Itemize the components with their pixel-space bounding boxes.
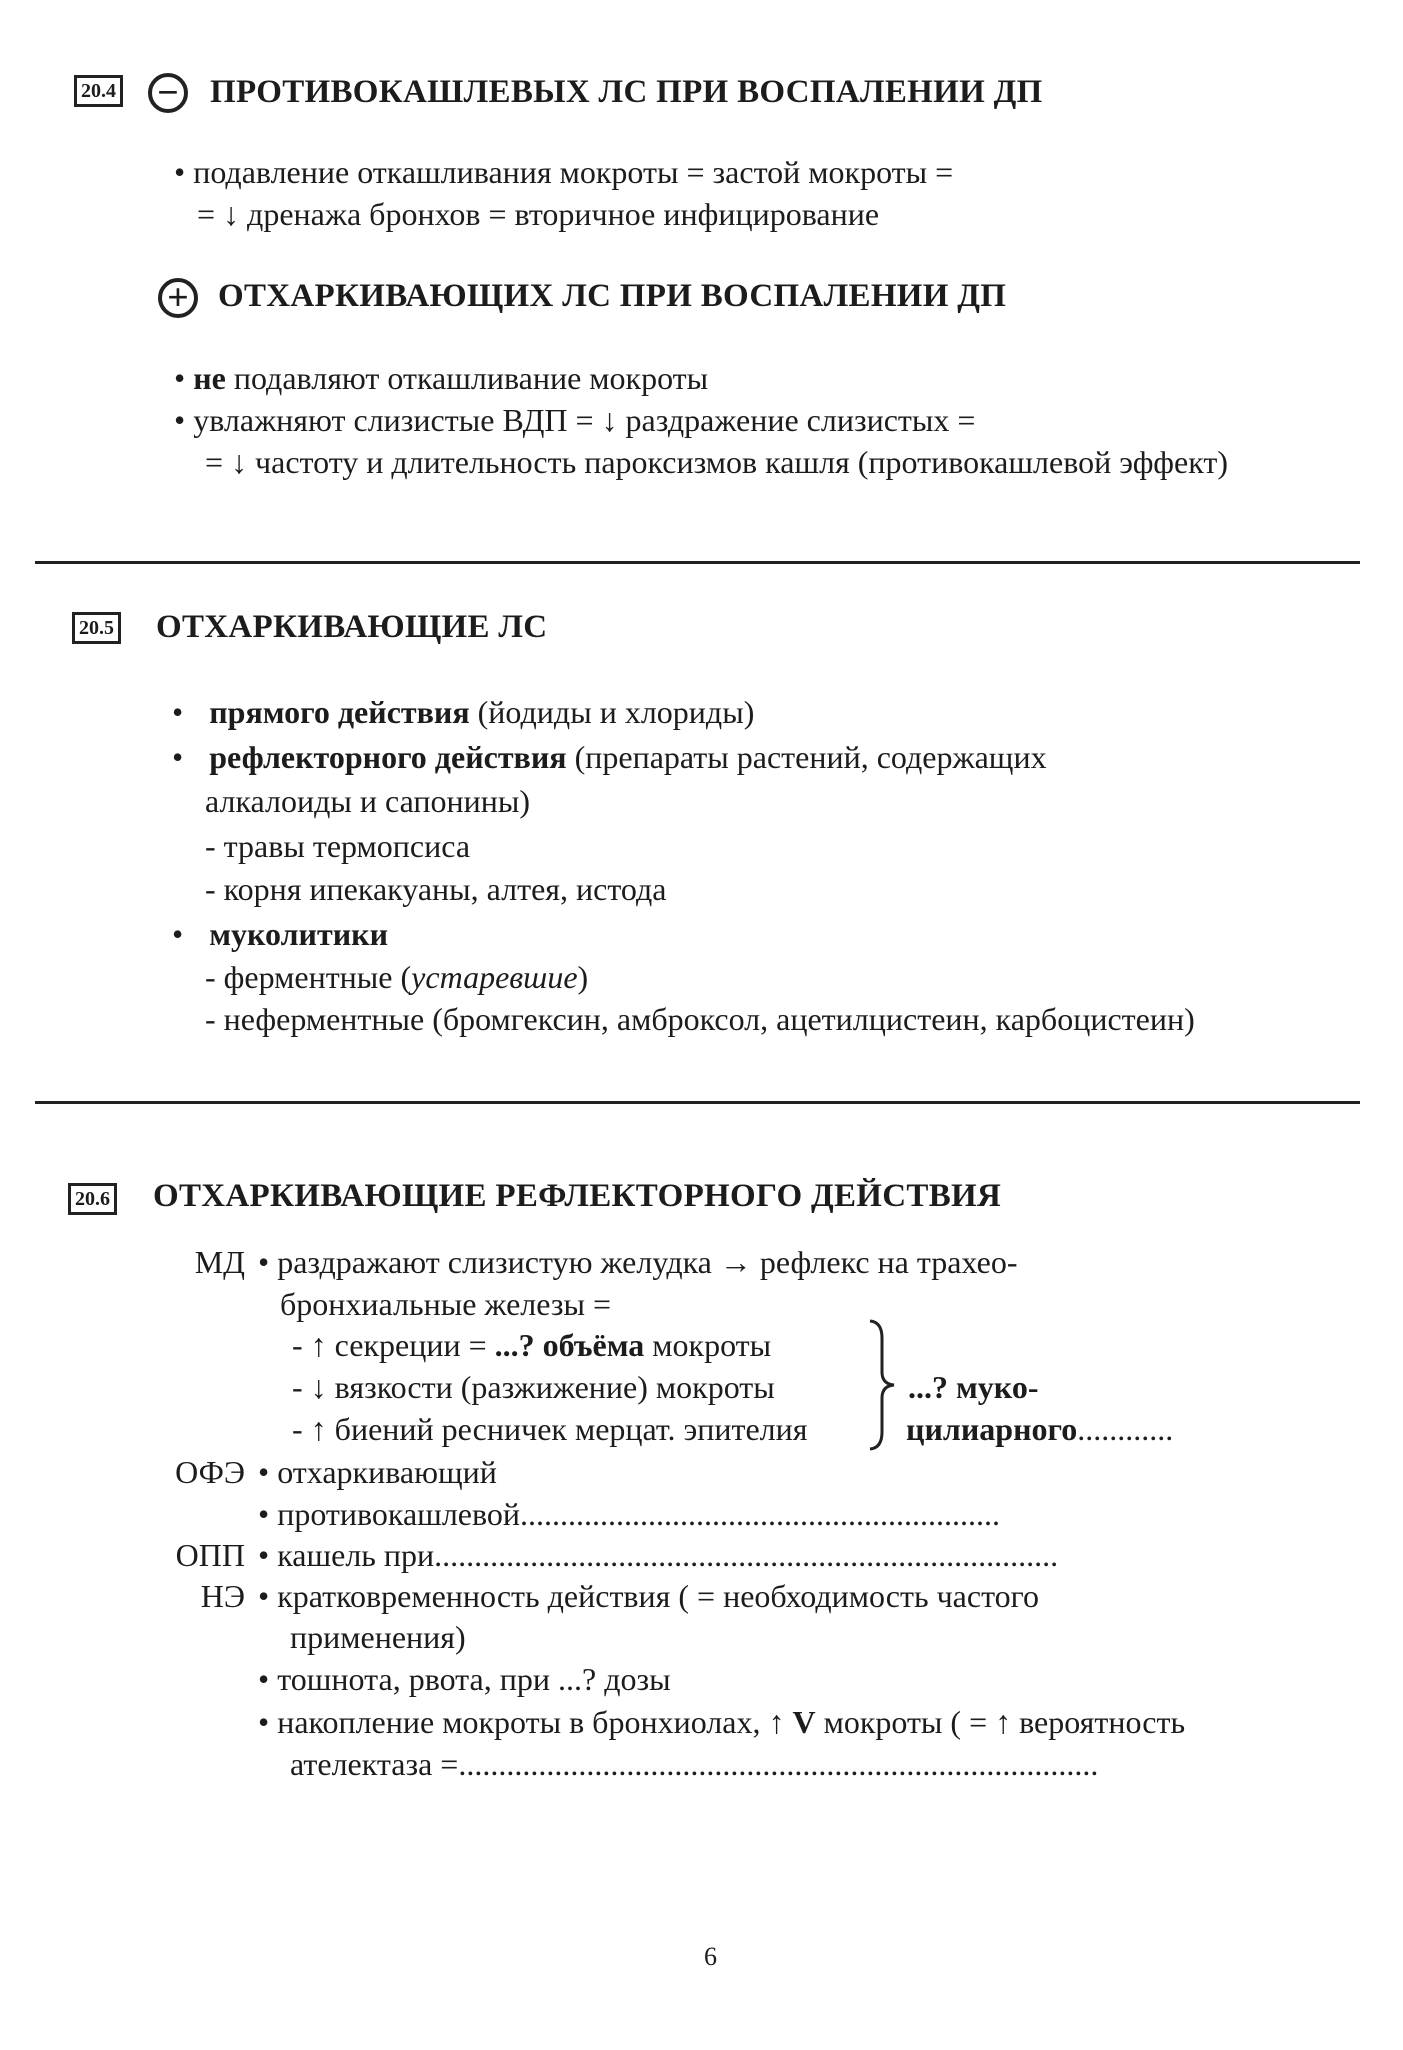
bullet-text: применения) bbox=[290, 1619, 466, 1655]
text: - ферментные ( bbox=[205, 959, 412, 995]
emphasis-text: муколитики bbox=[209, 916, 389, 952]
section-number-20-6: 20.6 bbox=[68, 1183, 117, 1215]
label-ofe: ОФЭ bbox=[175, 1454, 245, 1490]
bullet-text: • отхаркивающий bbox=[258, 1454, 497, 1490]
list-item-continuation: алкалоиды и сапонины) bbox=[205, 783, 531, 819]
section-number-20-5: 20.5 bbox=[72, 612, 121, 644]
italic-text: устаревшие bbox=[411, 959, 578, 995]
list-item bbox=[172, 692, 754, 732]
text: • накопление мокроты в бронхиолах, ↑ bbox=[258, 1704, 785, 1740]
sub-item: - неферментные (бромгексин, амброксол, ацетилцистеин, карбоцистеин) bbox=[205, 1001, 1195, 1037]
bullet-text: • кратковременность действия ( = необходимость частого bbox=[258, 1578, 1039, 1614]
bullet-text bbox=[258, 1702, 1185, 1742]
text: (препараты растений, содержащих bbox=[574, 739, 1047, 775]
brace-annotation bbox=[906, 1409, 1173, 1449]
bullet-text: • увлажняют слизистые ВДП = ↓ раздражение слизистых = bbox=[174, 402, 976, 438]
label-ne: НЭ bbox=[200, 1578, 245, 1614]
text: мокроты bbox=[652, 1327, 772, 1363]
text: подавляют откашливание мокроты bbox=[233, 360, 709, 396]
emphasis-text: ...? муко- bbox=[908, 1369, 1039, 1405]
text: (йодиды и хлориды) bbox=[477, 694, 755, 730]
brace-annotation bbox=[908, 1367, 1038, 1407]
emphasis-text: не bbox=[193, 360, 226, 396]
text: ) bbox=[577, 959, 589, 995]
label-opp: ОПП bbox=[175, 1537, 245, 1573]
section-title-20-6: ОТХАРКИВАЮЩИЕ РЕФЛЕКТОРНОГО ДЕЙСТВИЯ bbox=[153, 1178, 1002, 1214]
page-number: 6 bbox=[704, 1942, 717, 1971]
text: - ↑ секреции = bbox=[292, 1327, 487, 1363]
bullet: • bbox=[172, 694, 184, 730]
sub-item: - ↑ биений ресничек мерцат. эпителия bbox=[292, 1411, 808, 1447]
section-divider bbox=[35, 561, 1360, 564]
bullet: • bbox=[174, 360, 186, 396]
emphasis-text: прямого действия bbox=[209, 694, 470, 730]
section-title-20-4: ПРОТИВОКАШЛЕВЫХ ЛС ПРИ ВОСПАЛЕНИИ ДП bbox=[210, 74, 1043, 110]
bullet-text: • противокашлевой............................................................ bbox=[258, 1496, 1000, 1532]
list-item bbox=[172, 737, 1047, 777]
sub-item bbox=[205, 957, 588, 997]
sub-item: - ↓ вязкости (разжижение) мокроты bbox=[292, 1369, 775, 1405]
emphasis-text: ...? объёма bbox=[494, 1327, 645, 1363]
sub-item bbox=[292, 1325, 771, 1365]
bullet-text bbox=[174, 358, 708, 398]
right-brace-icon bbox=[866, 1318, 900, 1452]
sub-item: - травы термопсиса bbox=[205, 828, 471, 864]
label-md: МД bbox=[194, 1244, 245, 1280]
bullet-text: • раздражают слизистую желудка → рефлекс на трахео- bbox=[258, 1244, 1018, 1280]
section-title-20-5: ОТХАРКИВАЮЩИЕ ЛС bbox=[156, 609, 548, 645]
bullet-text: • кашель при.............................................................................. bbox=[258, 1537, 1059, 1573]
section-subtitle-20-4: ОТХАРКИВАЮЩИХ ЛС ПРИ ВОСПАЛЕНИИ ДП bbox=[218, 278, 1007, 314]
minus-circle-icon: − bbox=[148, 73, 188, 113]
bullet-text: = ↓ дренажа бронхов = вторичное инфицирование bbox=[197, 196, 880, 232]
list-item bbox=[172, 914, 388, 954]
emphasis-text: рефлекторного действия bbox=[209, 739, 567, 775]
emphasis-text: V bbox=[792, 1704, 816, 1740]
bullet: • bbox=[172, 739, 184, 775]
text: мокроты ( = ↑ вероятность bbox=[823, 1704, 1186, 1740]
sub-item: - корня ипекакуаны, алтея, истода bbox=[205, 871, 667, 907]
bullet-text: бронхиальные железы = bbox=[280, 1286, 612, 1322]
section-number-20-4: 20.4 bbox=[74, 75, 123, 107]
fill-dots: ............ bbox=[1077, 1411, 1174, 1447]
plus-circle-icon: + bbox=[158, 278, 198, 318]
bullet-text: ателектаза =................................................................................ bbox=[290, 1746, 1099, 1782]
bullet-text: • подавление откашливания мокроты = застой мокроты = bbox=[174, 154, 954, 190]
emphasis-text: цилиарного bbox=[906, 1411, 1078, 1447]
bullet: • bbox=[172, 916, 184, 952]
bullet-text: • тошнота, рвота, при ...? дозы bbox=[258, 1661, 671, 1697]
section-divider bbox=[35, 1101, 1360, 1104]
bullet-text: = ↓ частоту и длительность пароксизмов кашля (противокашлевой эффект) bbox=[205, 444, 1228, 480]
